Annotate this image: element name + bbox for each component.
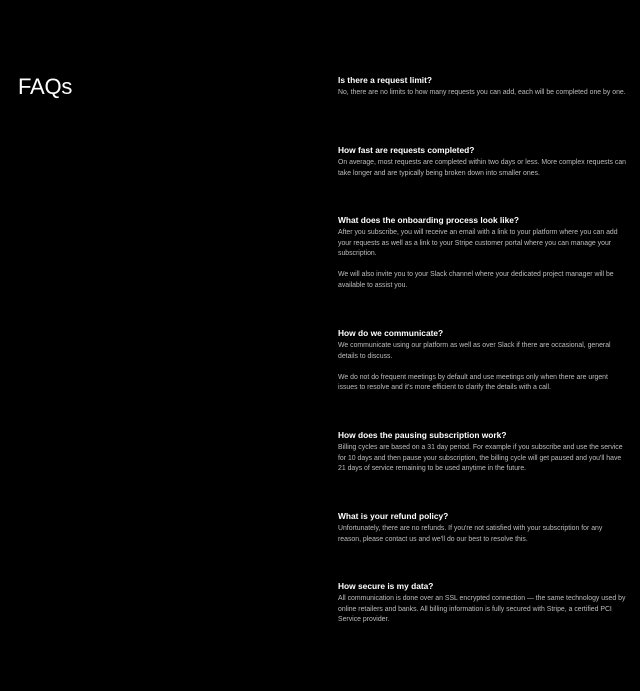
faq-question: How secure is my data? [338, 581, 434, 591]
faq-item-communication [338, 327, 626, 394]
faq-answer: We do not do frequent meetings by default and use meetings only when there are urgent issues to resolve and it's more efficient to clarify the details with a call. [338, 373, 608, 392]
faq-item-pausing [338, 429, 626, 475]
faq-answer: All communication is done over an SSL encrypted connection — the same technology used by online retailers and banks. All billing information is fully secured with Stripe, a certified PCI Service provider. [338, 595, 626, 624]
faq-question: How does the pausing subscription work? [338, 430, 507, 440]
faq-answer: On average, most requests are completed within two days or less. More complex requests can take longer and are typically being broken down into smaller ones. [338, 159, 627, 177]
faq-item-request-limit [338, 74, 626, 99]
faq-question: What does the onboarding process look like? [338, 215, 520, 225]
faq-item-security [338, 580, 626, 626]
faq-item-refund [338, 510, 626, 545]
faq-answer: No, there are no limits to how many requests you can add, each will be completed one by one. [338, 89, 626, 96]
faq-question: Is there a request limit? [338, 75, 433, 85]
faq-item-speed [338, 144, 626, 179]
faq-answer: We communicate using our platform as well as over Slack if there are occasional, general details to discuss. [338, 342, 611, 360]
faq-answer: Billing cycles are based on a 31 day period. For example if you subscribe and use the service for 10 days and then pause your subscription, the billing cycle will get paused and you'll have 21 days of service remaining to be used anytime in the future. [338, 444, 623, 473]
faq-answer: Unfortunately, there are no refunds. If you're not satisfied with your subscription for any reason, please contact us and we'll do our best to resolve this. [338, 525, 603, 543]
faq-question: How fast are requests completed? [338, 145, 475, 155]
faq-question: What is your refund policy? [338, 511, 449, 521]
page-title: FAQs [18, 74, 73, 99]
faq-answer: After you subscribe, you will receive an email with a link to your platform where you can add your requests as well as a link to your Stripe customer portal where you can manage your subscription. [338, 229, 618, 258]
faq-question: How do we communicate? [338, 328, 444, 338]
faq-answer: We will also invite you to your Slack channel where your dedicated project manager will be available to assist you. [338, 271, 614, 289]
faq-item-onboarding [338, 214, 626, 292]
